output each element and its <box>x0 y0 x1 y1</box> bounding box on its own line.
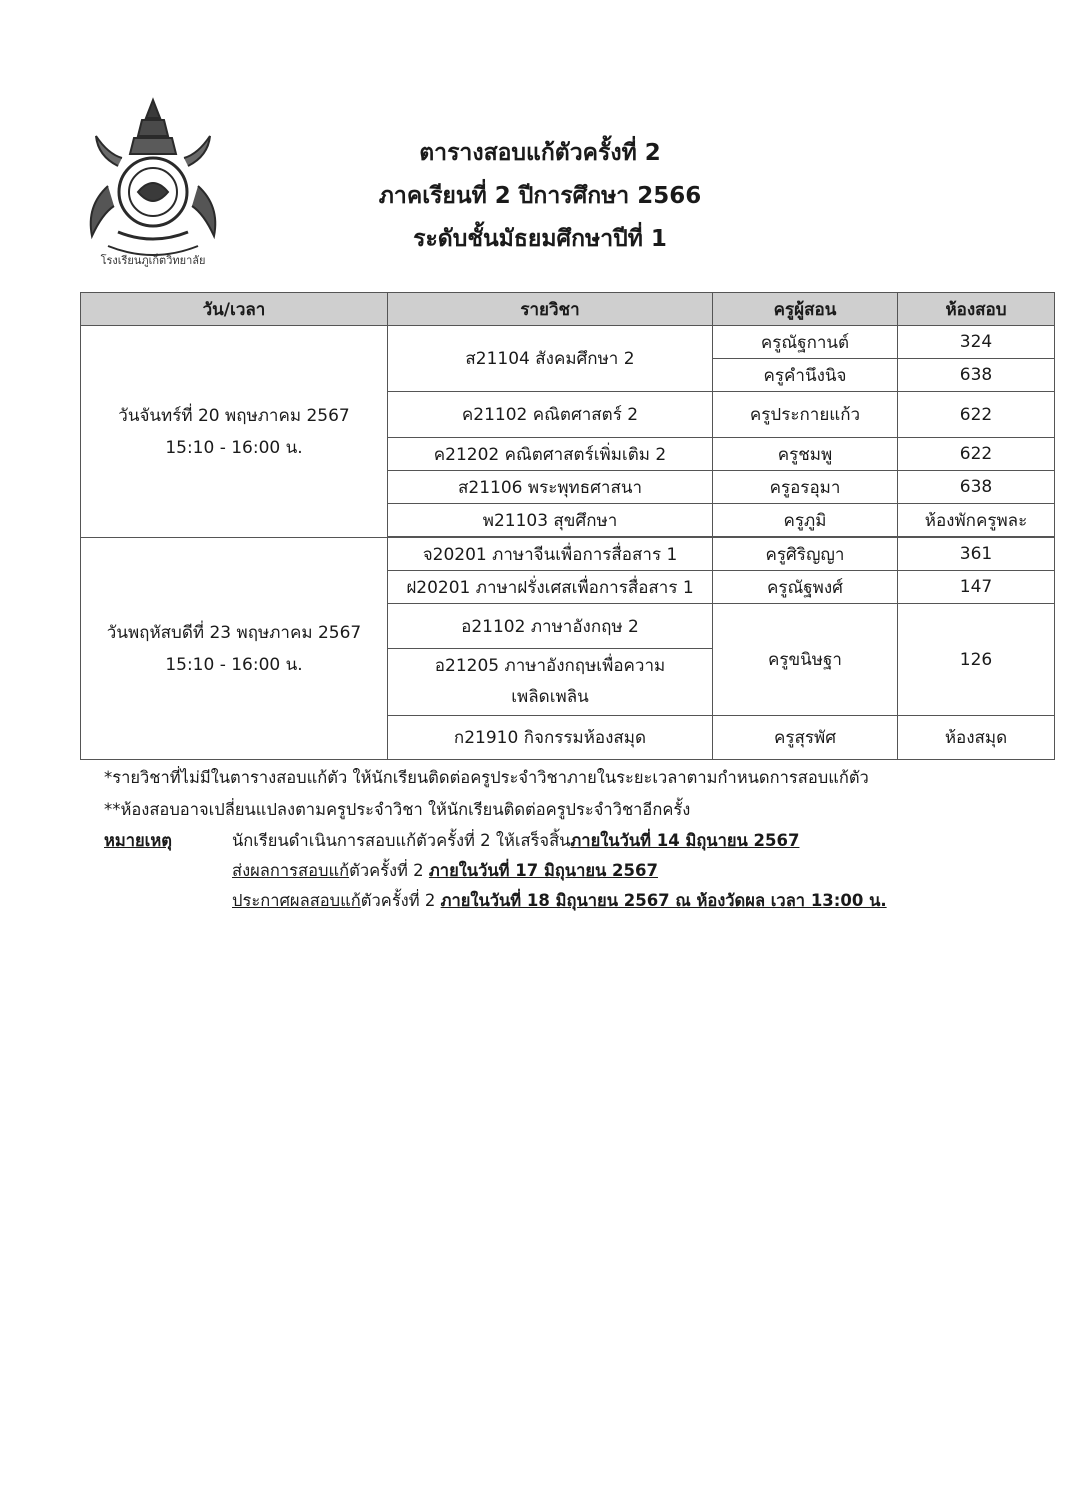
subject-cell: ค21102 คณิตศาสตร์ 2 <box>388 392 713 438</box>
svg-text:โรงเรียนภูเก็ตวิทยาลัย: โรงเรียนภูเก็ตวิทยาลัย <box>100 254 206 267</box>
exam-schedule-table <box>80 292 1055 760</box>
room-cell: 324 <box>898 326 1055 359</box>
subject-line: อ21205 ภาษาอังกฤษเพื่อความ <box>434 656 666 676</box>
remark-deadline: ภายในวันที่ 17 มิถุนายน 2567 <box>428 861 658 880</box>
room-cell: 622 <box>898 438 1055 471</box>
teacher-cell: ครูสุรพัศ <box>713 716 898 760</box>
title-line-2: ภาคเรียนที่ 2 ปีการศึกษา 2566 <box>378 183 702 209</box>
room-cell: ห้องพักครูพละ <box>898 504 1055 537</box>
table-row <box>81 326 1055 359</box>
footnotes <box>104 762 1064 826</box>
remark-text: ตัวครั้งที่ 2 <box>349 861 429 880</box>
header-teacher: ครูผู้สอน <box>713 293 898 326</box>
teacher-cell: ครูประกายแก้ว <box>713 392 898 438</box>
table-row <box>81 538 1055 571</box>
school-logo <box>78 96 228 272</box>
footnote-2: **ห้องสอบอาจเปลี่ยนแปลงตามครูประจำวิชา ให้นักเรียนติดต่อครูประจำวิชาอีกครั้ง <box>104 800 691 819</box>
day1-time: 15:10 - 16:00 น. <box>165 437 303 458</box>
room-cell: 147 <box>898 571 1055 604</box>
teacher-cell: ครูชมพู <box>713 438 898 471</box>
subject-cell <box>388 649 713 716</box>
teacher-cell: ครูภูมิ <box>713 504 898 537</box>
remark-item-3 <box>232 886 887 916</box>
day1-cell <box>81 326 388 538</box>
day1-date: วันจันทร์ที่ 20 พฤษภาคม 2567 <box>118 405 350 426</box>
room-cell: 638 <box>898 471 1055 504</box>
footnote-1: *รายวิชาที่ไม่มีในตารางสอบแก้ตัว ให้นักเรียนติดต่อครูประจำวิชาภายในระยะเวลาตามกำหนดการสอบแก้ตัว <box>104 768 869 787</box>
subject-cell: ค21202 คณิตศาสตร์เพิ่มเติม 2 <box>388 438 713 471</box>
remark-text: ส่งผลการสอบแก้ <box>232 861 350 880</box>
room-cell: 638 <box>898 359 1055 392</box>
title-line-1: ตารางสอบแก้ตัวครั้งที่ 2 <box>419 140 661 166</box>
remark-deadline: ภายในวันที่ 14 มิถุนายน 2567 <box>570 831 800 850</box>
room-cell: 361 <box>898 538 1055 571</box>
subject-cell: ก21910 กิจกรรมห้องสมุด <box>388 716 713 760</box>
subject-cell: ส21106 พระพุทธศาสนา <box>388 471 713 504</box>
teacher-cell: ครูณัฐกานต์ <box>713 326 898 359</box>
day2-date: วันพฤหัสบดีที่ 23 พฤษภาคม 2567 <box>106 622 362 643</box>
table-header-row <box>81 293 1055 326</box>
remark-item-1 <box>232 826 799 856</box>
remark-text: ตัวครั้งที่ 2 <box>360 891 441 910</box>
subject-cell: จ20201 ภาษาจีนเพื่อการสื่อสาร 1 <box>388 538 713 571</box>
remark-item-2 <box>232 856 658 886</box>
document-title <box>300 132 780 261</box>
remark-label: หมายเหตุ <box>104 831 172 850</box>
school-emblem-icon <box>78 96 228 272</box>
subject-line: เพลิดเพลิน <box>511 687 589 707</box>
room-cell: 126 <box>898 604 1055 716</box>
teacher-cell: ครูคำนึงนิจ <box>713 359 898 392</box>
teacher-cell: ครูณัฐพงศ์ <box>713 571 898 604</box>
room-cell: ห้องสมุด <box>898 716 1055 760</box>
header-day-time: วัน/เวลา <box>81 293 388 326</box>
teacher-cell: ครูขนิษฐา <box>713 604 898 716</box>
header-subject: รายวิชา <box>388 293 713 326</box>
remark-text: นักเรียนดำเนินการสอบแก้ตัวครั้งที่ 2 ให้เสร็จสิ้น <box>232 831 571 850</box>
teacher-cell: ครูอรอุมา <box>713 471 898 504</box>
subject-cell: ส21104 สังคมศึกษา 2 <box>388 326 713 392</box>
title-line-3: ระดับชั้นมัธยมศึกษาปีที่ 1 <box>413 226 667 252</box>
room-cell: 622 <box>898 392 1055 438</box>
subject-cell: ฝ20201 ภาษาฝรั่งเศสเพื่อการสื่อสาร 1 <box>388 571 713 604</box>
subject-cell: อ21102 ภาษาอังกฤษ 2 <box>388 604 713 649</box>
day2-cell <box>81 538 388 760</box>
subject-cell: พ21103 สุขศึกษา <box>388 504 713 537</box>
day2-time: 15:10 - 16:00 น. <box>165 654 303 675</box>
teacher-cell: ครูศิริญญา <box>713 538 898 571</box>
header-room: ห้องสอบ <box>898 293 1055 326</box>
remark-deadline: ภายในวันที่ 18 มิถุนายน 2567 ณ ห้องวัดผล เวลา 13:00 น. <box>440 891 887 910</box>
remark-text: ประกาศผลสอบแก้ <box>232 891 361 910</box>
